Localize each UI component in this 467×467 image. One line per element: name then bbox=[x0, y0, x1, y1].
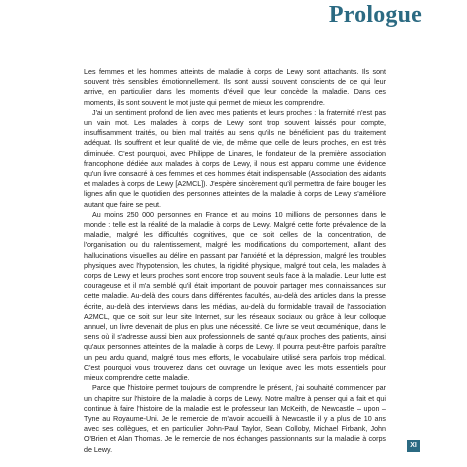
paragraph-2: J'ai un sentiment profond de lien avec mes patients et leurs proches : la fraternité n'est pas un vain mot. Les malades à corps de Lewy sont trop souvent laissés pour compte, insuffisamment traités, ou bien mal traités au sens qu'ils ne bénéficient pas du traitement adéquat. Ils souffrent et leur qualité de vie, de même que celle de leurs proches, en est très diminuée. C'est pourquoi, avec Philippe de Linares, le fondateur de la première association francophone dédiée aux malades à corps de Lewy, il nous est apparu comme une évidence qu'un livre consacré à ces femmes et ces hommes était indispensable (Association des aidants et malades à corps de Lewy [A2MCL]). J'espère sincèrement qu'il permettra de faire bouger les lignes afin que le quotidien des personnes atteintes de la maladie à corps de Lewy s'améliore autant que faire se peut. bbox=[84, 108, 386, 209]
page-number-badge: XI bbox=[407, 440, 420, 452]
prologue-body bbox=[84, 67, 386, 455]
paragraph-4: Parce que l'histoire permet toujours de comprendre le présent, j'ai souhaité commencer par un chapitre sur l'histoire de la maladie à corps de Lewy. Notre maître à penser qui a fait et qui continue à faire l'histoire de la maladie est le professeur Ian McKeith, de Newcastle – upon – Tyne au Royaume-Uni. Je le remercie de m'avoir accueilli à Newcastle il y a plus de 10 ans avec ses collègues, et en particulier John-Paul Taylor, Sean Colloby, Michael Firbank, John O'Brien et Alan Thomas. Je le remercie de nos échanges passionnants sur la maladie à corps de Lewy. bbox=[84, 384, 386, 454]
paragraph-1: Les femmes et les hommes atteints de maladie à corps de Lewy sont attachants. Ils sont souvent très sensibles émotionnellement. Ils sont aussi souvent conscients de ce qui leur arrive, en particulier dans les moments d'éveil que leur concède la maladie. Dans ces moments, ils sont souvent le mot juste qui permet de mieux les comprendre. bbox=[84, 68, 386, 107]
page-title: Prologue bbox=[328, 2, 422, 28]
paragraph-3: Au moins 250 000 personnes en France et au moins 10 millions de personnes dans le monde : telle est la réalité de la maladie à corps de Lewy. Malgré cette forte prévalence de la maladie, malgré les difficultés cognitives, que ce soit celles de la concentration, de l'organisation ou du ralentissement, malgré les modifications du comportement, allant des hallucinations visuelles au délire en passant par l'anxiété et la dépression, malgré les troubles physiques avec l'hypotension, les chutes, la rigidité physique, malgré tout cela, les malades à corps de Lewy et leurs proches sont encore trop souvent seuls face à la maladie. Leur lutte est courageuse et il m'a semblé qu'il était important de pouvoir partager mes connaissances sur cette maladie. Au-delà des cours dans différentes facultés, au-delà des articles dans la presse écrite, au-delà des interviews dans les médias, au-delà du formidable travail de l'association A2MCL, que ce soit sur leur site Internet, sur les réseaux sociaux ou grâce à leur colloque annuel, un livre devenait de plus en plus une nécessité. Ce livre se veut œcuménique, dans le sens où il s'adresse aussi bien aux professionnels de santé qu'aux proches des patients, ainsi qu'aux personnes atteintes de la maladie à corps de Lewy. Il pourra peut-être parfois paraître un peu ardu quand, malgré tous mes efforts, le vocabulaire utilisé sera parfois trop médical. C'est pourquoi vous trouverez dans cet ouvrage un lexique avec les mots essentiels pour mieux comprendre cette maladie. bbox=[84, 210, 386, 383]
